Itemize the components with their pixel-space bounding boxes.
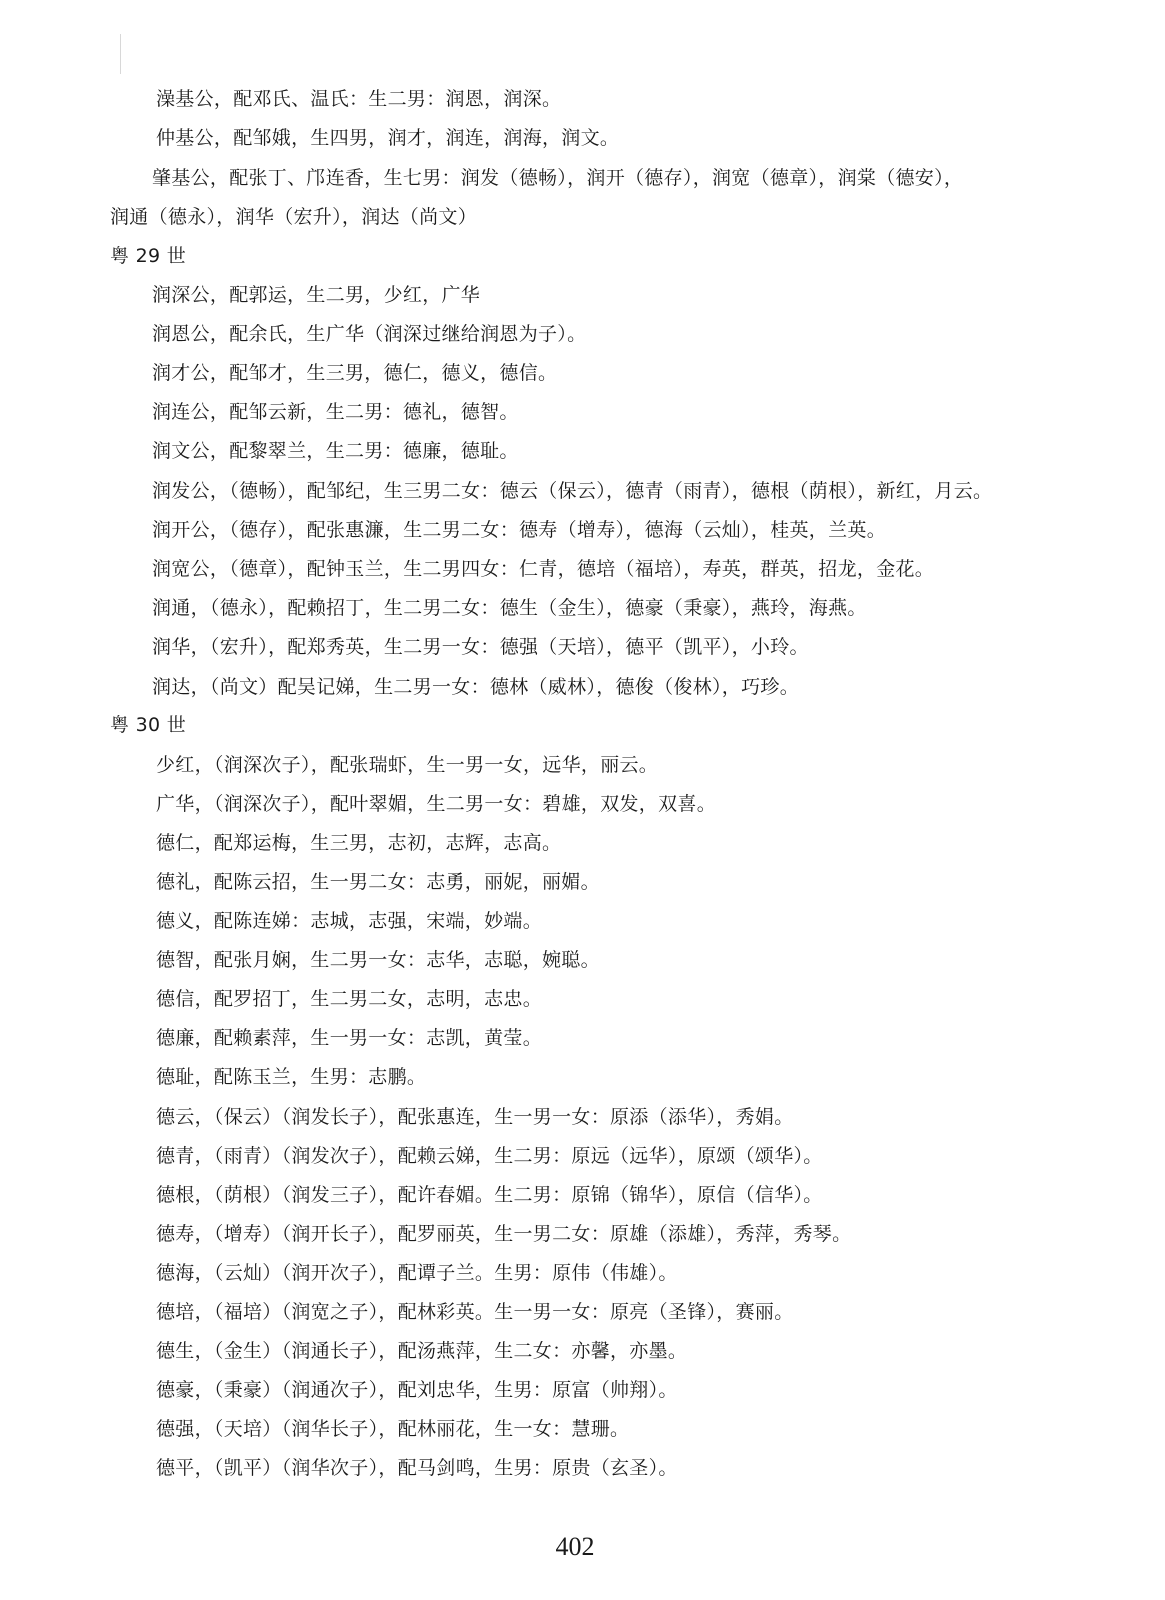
entry-line: 德智，配张月娴，生二男一女：志华，志聪，婉聪。 <box>156 949 600 971</box>
entry-line: 仲基公，配邹娥，生四男，润才，润连，润海，润文。 <box>156 127 620 149</box>
entry-line: 润恩公，配余氏，生广华（润深过继给润恩为子）。 <box>152 323 587 345</box>
entry-line: 德培，（福培）（润宽之子），配林彩英。生一男一女：原亮（圣锋），赛丽。 <box>156 1301 794 1323</box>
entry-line: 润华，（宏升），配郑秀英，生二男一女：德强（天培），德平（凯平），小玲。 <box>152 636 809 658</box>
entry-line: 德青，（雨青）（润发次子），配赖云娣，生二男：原远（远华），原颂（颂华）。 <box>156 1145 823 1167</box>
entry-line: 少红，（润深次子），配张瑞虾，生一男一女，远华，丽云。 <box>156 754 659 776</box>
entry-line: 润开公，（德存），配张惠濂，生二男二女：德寿（增寿），德海（云灿），桂英，兰英。 <box>152 519 887 541</box>
entry-line: 润通，（德永），配赖招丁，生二男二女：德生（金生），德豪（秉豪），燕玲，海燕。 <box>152 597 867 619</box>
entry-line: 德廉，配赖素萍，生一男一女：志凯，黄莹。 <box>156 1027 543 1049</box>
entry-line: 肇基公，配张丁、邝连香，生七男：润发（德畅），润开（德存），润宽（德章），润棠（德安）， <box>152 167 964 189</box>
entry-line: 润宽公，（德章），配钟玉兰，生二男四女：仁青，德培（福培），寿英，群英，招龙，金花。 <box>152 558 935 580</box>
entry-line: 德平，（凯平）（润华次子），配马剑鸣，生男：原贵（玄圣）。 <box>156 1457 678 1479</box>
entry-line: 润才公，配邹才，生三男，德仁，德义，德信。 <box>152 362 558 384</box>
page-number: 402 <box>555 1532 595 1561</box>
entry-line: 润达，（尚文）配吴记娣，生二男一女：德林（威林），德俊（俊林），巧珍。 <box>152 676 800 698</box>
entry-line: 润发公，（德畅），配邹纪，生三男二女：德云（保云），德青（雨青），德根（荫根），新红，月云。 <box>152 480 993 502</box>
entry-line: 德义，配陈连娣：志城，志强，宋端，妙端。 <box>156 910 543 932</box>
entry-line: 德根，（荫根）（润发三子），配许春媚。生二男：原锦（锦华），原信（信华）。 <box>156 1184 823 1206</box>
entry-line-continuation: 润通（德永），润华（宏升），润达（尚文） <box>110 206 478 228</box>
entry-line: 德云，（保云）（润发长子），配张惠连，生一男一女：原添（添华），秀娟。 <box>156 1106 794 1128</box>
entry-line: 润文公，配黎翠兰，生二男：德廉，德耻。 <box>152 440 519 462</box>
generation-heading: 粤 30 世 <box>110 714 187 736</box>
entry-line: 润深公，配郭运，生二男，少红，广华 <box>152 284 481 306</box>
entry-line: 德信，配罗招丁，生二男二女，志明，志忠。 <box>156 988 543 1010</box>
entry-line: 德耻，配陈玉兰，生男：志鹏。 <box>156 1066 427 1088</box>
entry-line: 德强，（天培）（润华长子），配林丽花，生一女：慧珊。 <box>156 1418 630 1440</box>
entry-line: 德礼，配陈云招，生一男二女：志勇，丽妮，丽媚。 <box>156 871 600 893</box>
entry-line: 德生，（金生）（润通长子），配汤燕萍，生二女：亦馨，亦墨。 <box>156 1340 688 1362</box>
scan-artifact <box>120 34 121 74</box>
entry-line: 润连公，配邹云新，生二男：德礼，德智。 <box>152 401 519 423</box>
entry-line: 德仁，配郑运梅，生三男，志初，志辉，志高。 <box>156 832 562 854</box>
entry-line: 德豪，（秉豪）（润通次子），配刘忠华，生男：原富（帅翔）。 <box>156 1379 678 1401</box>
entry-line: 德海，（云灿）（润开次子），配谭子兰。生男：原伟（伟雄）。 <box>156 1262 678 1284</box>
entry-line: 广华，（润深次子），配叶翠媚，生二男一女：碧雄，双发，双喜。 <box>156 793 717 815</box>
entry-line: 澡基公，配邓氏、温氏：生二男：润恩，润深。 <box>156 88 562 110</box>
entry-line: 德寿，（增寿）（润开长子），配罗丽英，生一男二女：原雄（添雄），秀萍，秀琴。 <box>156 1223 852 1245</box>
generation-heading: 粤 29 世 <box>110 245 187 267</box>
